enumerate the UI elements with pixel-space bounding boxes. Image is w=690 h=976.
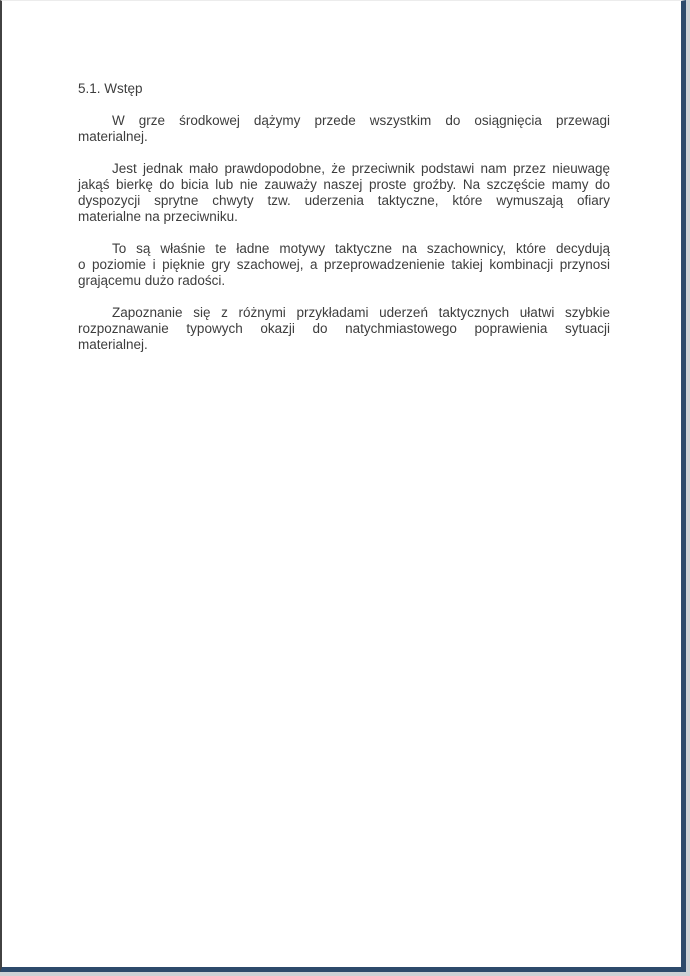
text-line: materialne na przeciwniku. bbox=[78, 209, 238, 224]
text-line: jakąś bierkę do bicia lub nie zauważy naszej proste groźby. Na szczęście mamy do bbox=[78, 177, 610, 192]
text-line: grającemu dużo radości. bbox=[78, 273, 226, 288]
paragraph bbox=[78, 305, 610, 353]
text-line: materialnej. bbox=[78, 129, 148, 144]
paragraph bbox=[78, 161, 610, 225]
text-line: Jest jednak mało prawdopodobne, że przeciwnik podstawi nam przez nieuwagę bbox=[112, 161, 610, 176]
text-line: W grze środkowej dążymy przede wszystkim do osiągnięcia przewagi bbox=[112, 113, 610, 128]
text-line: materialnej. bbox=[78, 337, 148, 352]
text-line: To są właśnie te ładne motywy taktyczne na szachownicy, które decydują bbox=[112, 241, 610, 256]
text-line: rozpoznawanie typowych okazji do natychmiastowego poprawienia sytuacji bbox=[78, 321, 610, 336]
text-line: Zapoznanie się z różnymi przykładami uderzeń taktycznych ułatwi szybkie bbox=[112, 305, 610, 320]
paragraph bbox=[78, 113, 610, 145]
page-content bbox=[2, 1, 681, 353]
text-line: o poziomie i pięknie gry szachowej, a przeprowadzenienie takiej kombinacji przynosi bbox=[78, 257, 610, 272]
section-heading: 5.1. Wstęp bbox=[78, 81, 143, 96]
text-line: dyspozycji sprytne chwyty tzw. uderzenia taktyczne, które wymuszają ofiary bbox=[78, 193, 610, 208]
paragraph bbox=[78, 241, 610, 289]
